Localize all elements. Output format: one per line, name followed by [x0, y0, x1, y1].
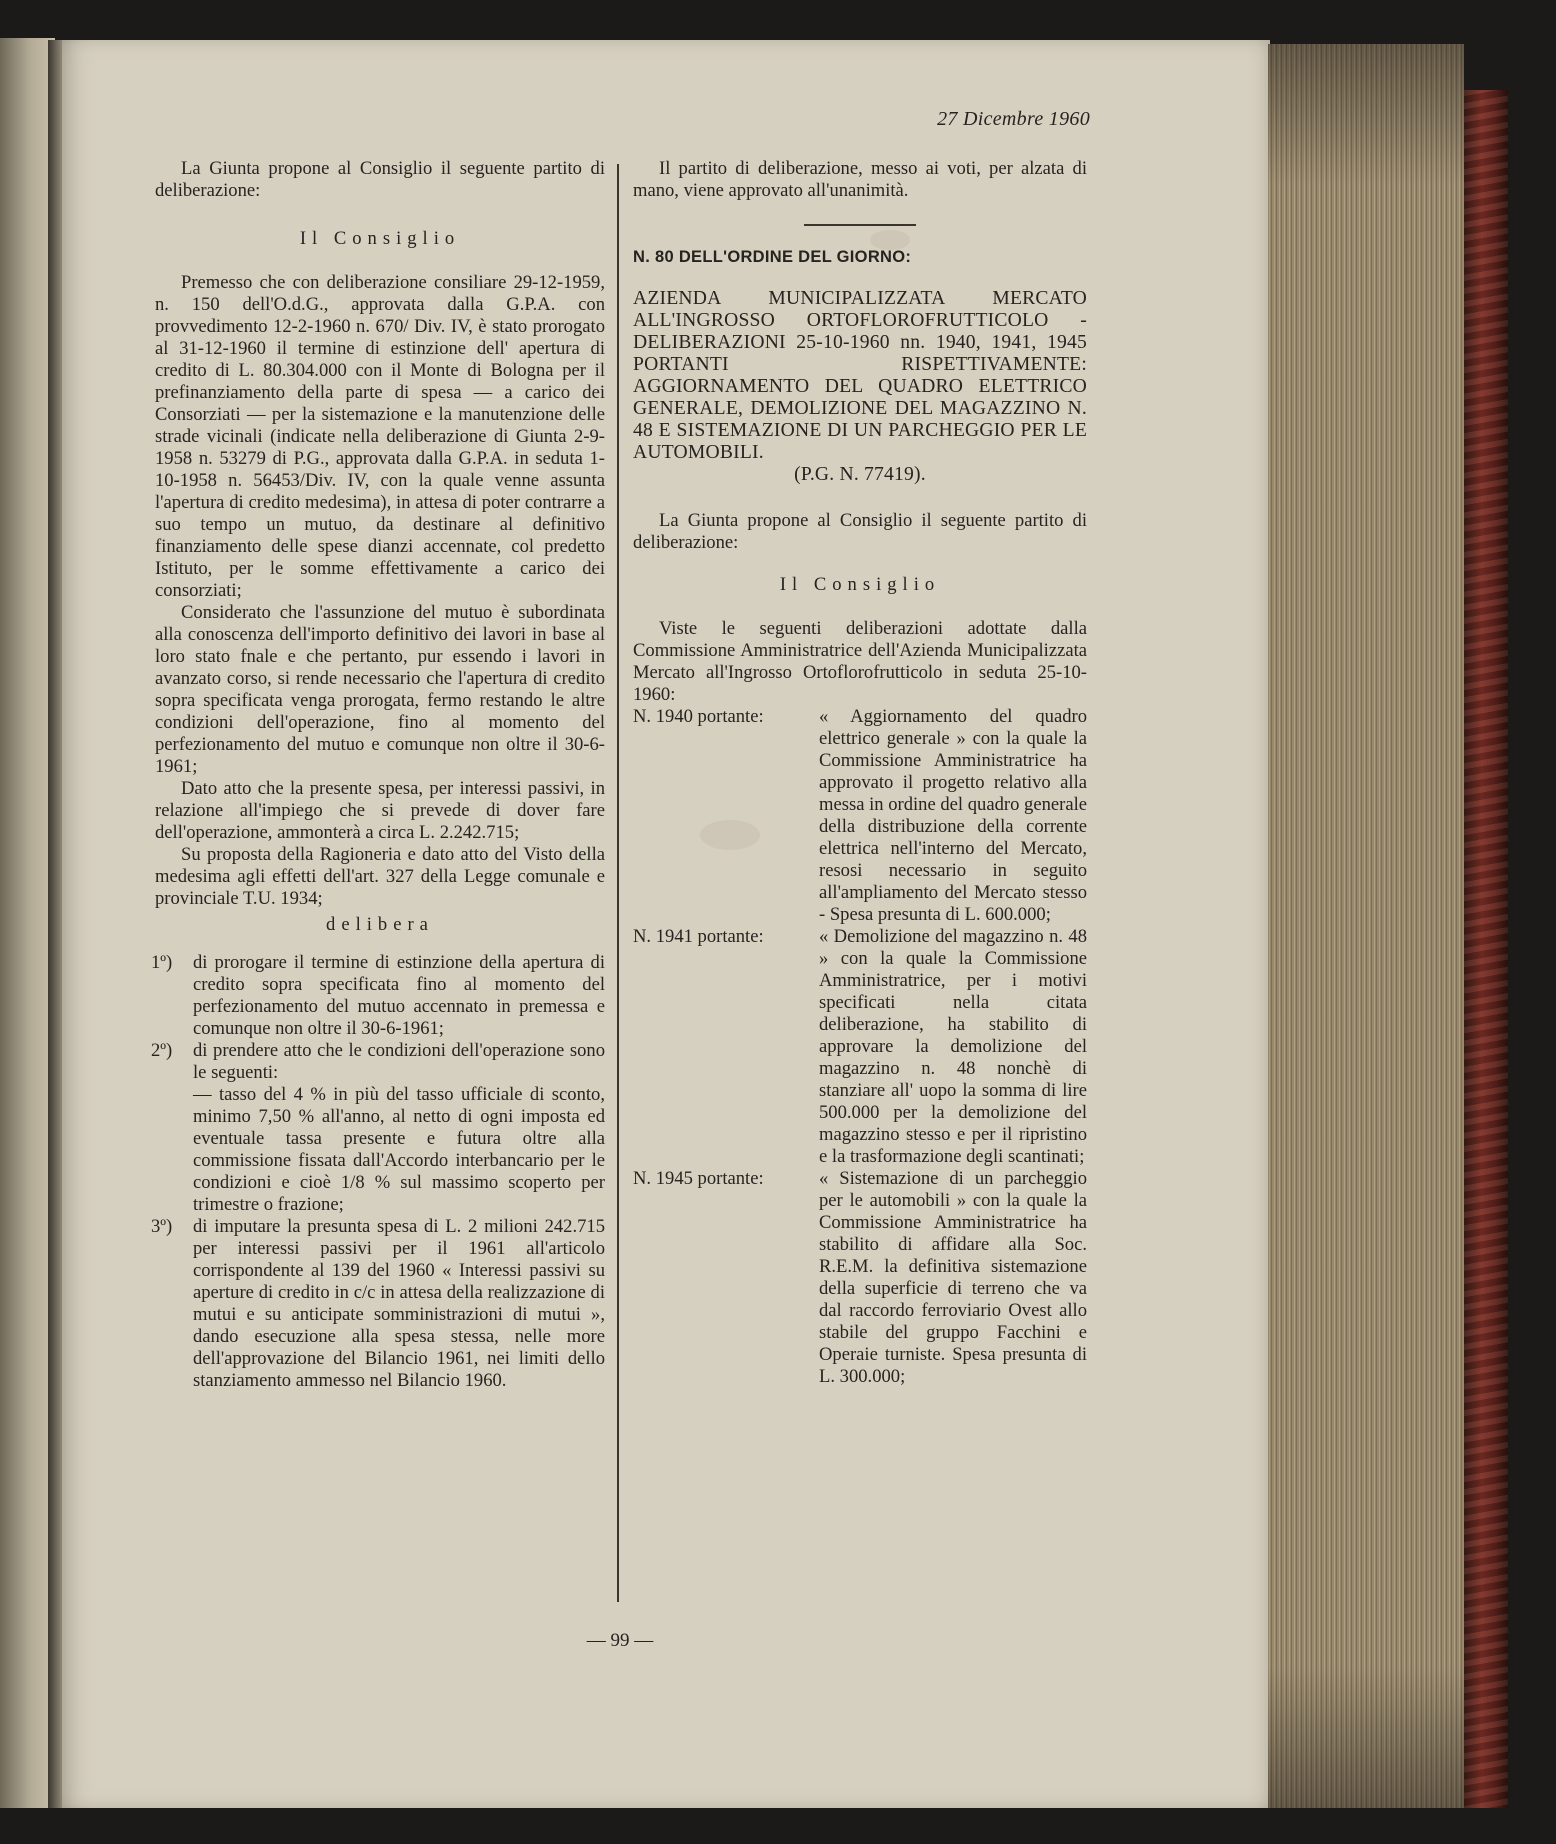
lead-paragraph: Viste le seguenti deliberazioni adottate dalla Commissione Amministratrice dell'Azienda Municipalizzata Mercato all'Ingrosso Ortoflorofrutticolo in seduta 25-10-1960: — [633, 618, 1087, 705]
considered-paragraph: Considerato che l'assunzione del mutuo è subordinata alla conoscenza dell'importo definitivo dei lavori in base al loro stato fnale e che pertanto, pur essendo i lavori in avanzato corso, si rende necessario che l'apertura di credito sopra specificata venga prorogata, fermo restando le altre condizioni dell'operazione, fino al momento del perfezionamento del mutuo e comunque non oltre il 30-6-1961; — [155, 602, 605, 777]
intro-paragraph: La Giunta propone al Consiglio il seguente partito di deliberazione: — [155, 158, 605, 201]
facing-page-edge — [0, 38, 55, 1808]
item-text: di prendere atto che le condizioni dell'operazione sono le seguenti: — [193, 1040, 605, 1083]
vote-paragraph: Il partito di deliberazione, messo ai voti, per alzata di mano, viene approvato all'unanimità. — [633, 158, 1087, 201]
deliberation-text: « Demolizione del magazzino n. 48 » con la quale la Commissione Amministratrice, per i motivi specificati nella citata deliberazione, ha stabilito di approvare la demolizione del magazzino n. 48 nonchè di stanziare all' uopo la somma di lire 500.000 per la demolizione del magazzino stesso e per il ripristino e la trasformazione degli scantinati; — [819, 926, 1087, 1167]
deliberation-entry — [633, 1168, 1087, 1388]
book-cover-board — [1464, 90, 1508, 1808]
resolution-list — [151, 952, 605, 1392]
deliberation-label: N. 1945 portante: — [633, 1168, 764, 1189]
deliberation-label: N. 1941 portante: — [633, 926, 764, 947]
item-text: di imputare la presunta spesa di L. 2 milioni 242.715 per interessi passivi per il 1961 all'articolo corrispondente al 139 del 1960 « Interessi passivi su aperture di credito in c/c in attesa della realizzazione di mutui e su anticipate somministrazioni di mutui », dando esecuzione alla spesa stessa, nelle more dell'approvazione del Bilancio 1961, nei limiti dello stanziamento ammesso nel Bilancio 1960. — [193, 1216, 605, 1391]
list-item — [151, 1040, 605, 1084]
premise-paragraph: Premesso che con deliberazione consiliare 29-12-1959, n. 150 dell'O.d.G., approvata dalla G.P.A. con provvedimento 12-2-1960 n. 670/ Div. IV, è stato prorogato al 31-12-1960 il termine di estinzione dell' apertura di credito di L. 80.304.000 con il Monte di Bologna per il prefinanziamento della parte di spesa — a carico dei Consorziati — per la sistemazione e la manutenzione delle strade vicinali (indicate nella deliberazione di Giunta 2-9-1958 n. 53279 di P.G., approvata dalla G.P.A. in seduta 1-10-1958 n. 56453/Div. IV, con la quale venne assunta l'apertura di credito medesima), in attesa di poter contrarre a suo tempo un mutuo, da destinare al definitivo finanziamento delle spese dianzi accennate, col predetto Istituto, per le somme effettivamente a carico dei consorziati; — [155, 272, 605, 601]
council-heading: Il Consiglio — [779, 574, 941, 595]
deliberation-entry — [633, 706, 1087, 926]
section-divider — [804, 224, 916, 226]
agenda-title-text: AZIENDA MUNICIPALIZZATA MERCATO ALL'INGROSSO ORTOFLOROFRUTTICOLO - DELIBERAZIONI 25-10-1960 nn. 1940, 1941, 1945 PORTANTI RISPETTIVAMENTE: AGGIORNAMENTO DEL QUADRO ELETTRICO GENERALE, DEMOLIZIONE DEL MAGAZZINO N. 48 E SISTEMAZIONE DI UN PARCHEGGIO PER LE AUTOMOBILI. — [633, 288, 1087, 463]
council-heading: Il Consiglio — [299, 228, 461, 249]
noted-paragraph: Dato atto che la presente spesa, per interessi passivi, in relazione all'impiego che si prevede di dover fare dell'operazione, ammonterà a circa L. 2.242.715; — [155, 778, 605, 843]
item-number: 1º) — [151, 952, 173, 973]
column-divider — [617, 164, 619, 1602]
deliberation-list — [633, 706, 1087, 1388]
deliberation-text: « Aggiornamento del quadro elettrico generale » con la quale la Commissione Amministratrice ha approvato il progetto relativo alla messa in ordine del quadro generale della distribuzione della corrente elettrica nell'interno del Mercato, resosi necessario in seguito all'ampliamento del Mercato stesso - Spesa presunta di L. 600.000; — [819, 706, 1087, 925]
agenda-reference: (P.G. N. 77419). — [794, 464, 926, 485]
right-column — [633, 158, 1087, 1388]
item-subclause: — tasso del 4 % in più del tasso ufficiale di sconto, minimo 7,50 % all'anno, al netto di ogni imposta ed eventuale tassa presente e futura oltre alla commissione fissata dall'Accordo interbancario per le condizioni e cioè 1/8 % sul massimo scoperto per trimestre o frazione; — [193, 1084, 605, 1215]
book-gutter — [48, 40, 62, 1808]
deliberation-text: « Sistemazione di un parcheggio per le automobili » con la quale la Commissione Amministratrice ha stabilito di affidare alla Soc. R.E.M. la definitiva sistemazione della superficie di terreno che va dal raccordo ferroviario Ovest allo stabile del gruppo Facchini e Operaie turniste. Spesa presunta di L. 300.000; — [819, 1168, 1087, 1387]
left-column — [151, 158, 605, 1392]
deliberation-label: N. 1940 portante: — [633, 706, 764, 727]
item-text: di prorogare il termine di estinzione della apertura di credito sopra specificata fino al momento del perfezionamento del mutuo accennato in premessa e comunque non oltre il 30-6-1961; — [193, 952, 605, 1039]
list-item — [151, 952, 605, 1040]
running-header-date: 27 Dicembre 1960 — [937, 108, 1090, 130]
page-number: — 99 — — [586, 1630, 654, 1651]
agenda-item-title — [633, 288, 1087, 486]
page-block-shadow — [1268, 44, 1464, 1808]
intro-paragraph: La Giunta propone al Consiglio il seguente partito di deliberazione: — [633, 510, 1087, 553]
delibera-heading: delibera — [326, 914, 434, 935]
item-number: 2º) — [151, 1040, 173, 1061]
list-item — [151, 1216, 605, 1392]
proposal-paragraph: Su proposta della Ragioneria e dato atto del Visto della medesima agli effetti dell'art. 327 della Legge comunale e provinciale T.U. 1934; — [155, 844, 605, 909]
agenda-item-number: N. 80 DELL'ORDINE DEL GIORNO: — [633, 248, 912, 266]
item-number: 3º) — [151, 1216, 173, 1237]
deliberation-entry — [633, 926, 1087, 1168]
